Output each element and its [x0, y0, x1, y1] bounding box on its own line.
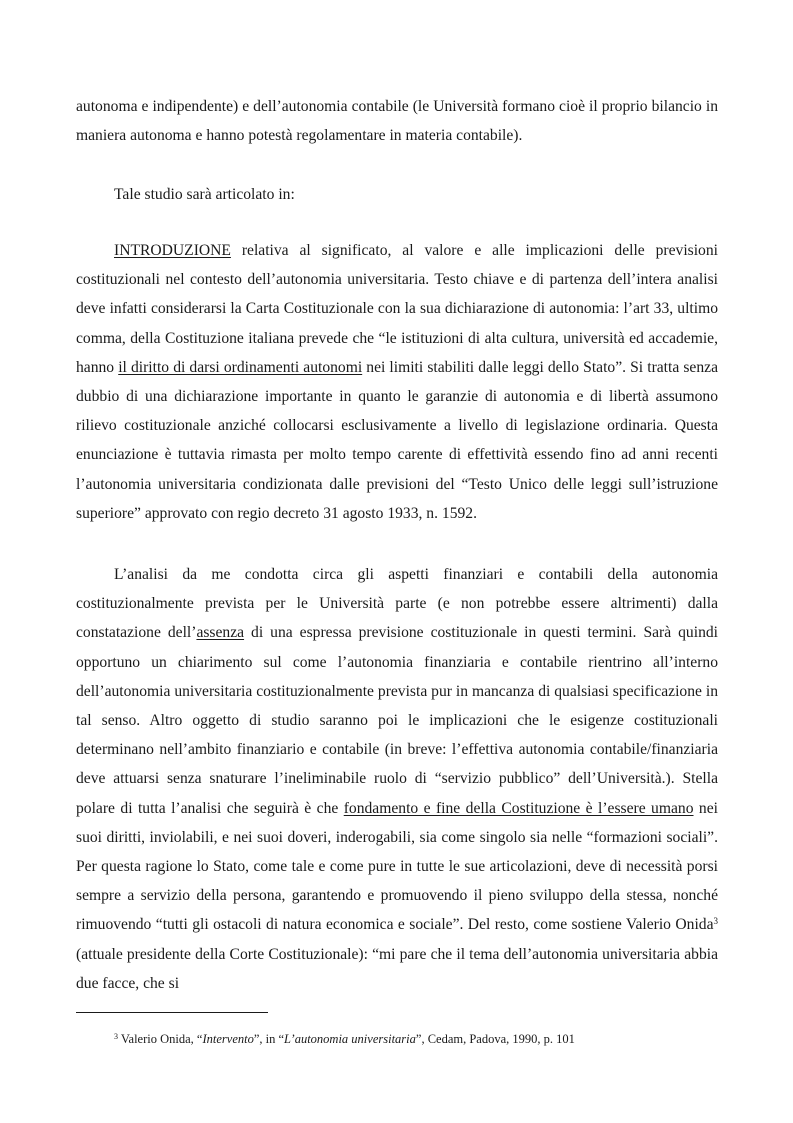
- analisi-text-4: (attuale presidente della Corte Costituzionale): “mi pare che il tema dell’autonomia universitaria abbia due facce, che si: [76, 945, 718, 992]
- footnote-rest: ”, Cedam, Padova, 1990, p. 101: [415, 1032, 575, 1046]
- footnote: [114, 1030, 718, 1048]
- paragraph-introduzione: [76, 236, 718, 528]
- heading-introduzione: INTRODUZIONE: [114, 242, 231, 259]
- footnote-title-intervento: Intervento: [202, 1032, 254, 1046]
- paragraph-articolazione: Tale studio sarà articolato in:: [114, 186, 295, 203]
- analisi-text-3: nei suoi diritti, inviolabili, e nei suoi doveri, inderogabili, sia come singolo sia nelle “formazioni sociali”. Per questa ragione lo Stato, come tale e come pure in tutte le sue articolazioni, deve di necessità porsi sempre a servizio della persona, garantendo e promuovendo il pieno sviluppo della stessa, nonché rimuovendo “tutti gli ostacoli di natura economica e sociale”. Del resto, come sostiene Valerio Onida: [76, 799, 718, 934]
- underlined-fondamento: fondamento e fine della Costituzione è l’essere umano: [343, 799, 694, 817]
- footnote-number: 3: [114, 1032, 118, 1041]
- analisi-text-2: di una espressa previsione costituzionale in questi termini. Sarà quindi opportuno un chiarimento sul come l’autonomia finanziaria e contabile rientrino all’interno dell’autonomia universitaria costituzionalmente prevista pur in mancanza di qualsiasi specificazione in tal senso. Altro oggetto di studio saranno poi le implicazioni che le esigenze costituzionali determinano nell’ambito finanziario e contabile (in breve: l’effettiva autonomia contabile/finanziaria deve attuarsi senza snaturare l’ineliminabile ruolo di “servizio pubblico” dell’Università.). Stella polare di tutta l’analisi che seguirà è che: [76, 624, 718, 817]
- footnote-author: Valerio Onida, “: [118, 1032, 203, 1046]
- analisi-text-1: L’analisi da me condotta circa gli aspetti finanziari e contabili della autonomia costituzionalmente prevista per le Università parte (e non potrebbe essere altrimenti) dalla constatazione dell’: [76, 566, 718, 642]
- paragraph-analisi: [76, 560, 718, 998]
- underlined-diritto-ordinamenti: il diritto di darsi ordinamenti autonomi: [118, 358, 363, 376]
- paragraph-autonomia-contabile: autonoma e indipendente) e dell’autonomia contabile (le Università formano cioè il proprio bilancio in maniera autonoma e hanno potestà regolamentare in materia contabile).: [76, 98, 718, 145]
- footnote-separator: [76, 1012, 268, 1013]
- underlined-assenza: assenza: [196, 624, 245, 642]
- introduzione-text-2: nei limiti stabiliti dalle leggi dello Stato”. Si tratta senza dubbio di una dichiarazione importante in quanto le garanzie di autonomia e di libertà assumono rilievo costituzionale anziché collocarsi esclusivamente a livello di legislazione ordinaria. Questa enunciazione è tuttavia rimasta per molto tempo carente di effettività essendo fino ad anni recenti l’autonomia universitaria condizionata dalle previsioni del “Testo Unico delle leggi sull’istruzione superiore” approvato con regio decreto 31 agosto 1933, n. 1592.: [76, 358, 718, 522]
- footnote-mid: ”, in “: [253, 1032, 285, 1046]
- footnote-title-book: L’autonomia universitaria: [284, 1032, 416, 1046]
- introduzione-text-1: relativa al significato, al valore e alle implicazioni delle previsioni costituzionali nel contesto dell’autonomia universitaria. Testo chiave e di partenza dell’intera analisi deve infatti considerarsi la Carta Costituzionale con la sua dichiarazione di autonomia: l’art 33, ultimo comma, della Costituzione italiana prevede che “le istituzioni di alta cultura, università ed accademie, hanno: [76, 242, 718, 376]
- footnote-reference[interactable]: 3: [713, 916, 718, 927]
